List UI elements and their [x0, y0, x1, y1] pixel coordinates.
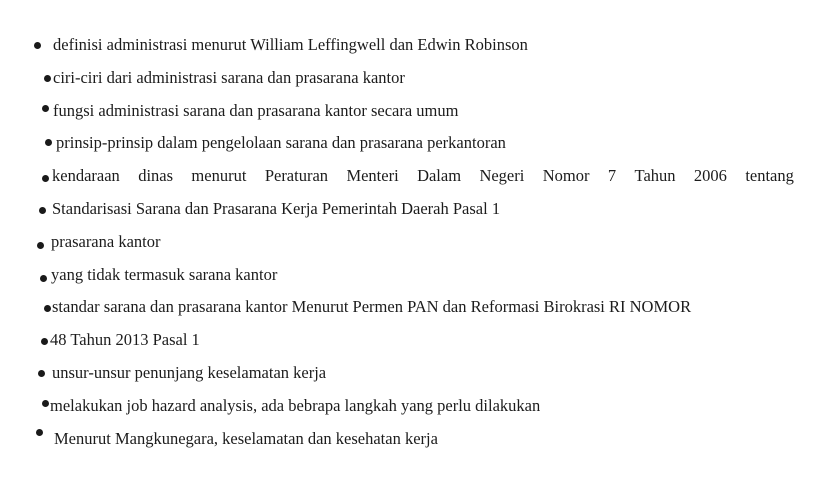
- list-item-text: Menurut Mangkunegara, keselamatan dan kesehatan kerja: [54, 428, 438, 448]
- word: Tahun: [634, 166, 676, 186]
- list-item-text: ciri-ciri dari administrasi sarana dan prasarana kantor: [53, 67, 405, 87]
- list-item-text: yang tidak termasuk sarana kantor: [51, 264, 278, 284]
- list-item-text: fungsi administrasi sarana dan prasarana kantor secara umum: [53, 100, 459, 120]
- bullet-icon: [42, 400, 49, 407]
- bullet-icon: [42, 105, 49, 112]
- word: Dalam: [417, 166, 462, 186]
- list-item: [34, 95, 794, 128]
- word: dinas: [138, 166, 174, 186]
- list-item: [34, 423, 794, 456]
- bullet-icon: [42, 175, 49, 182]
- bullet-icon: [34, 42, 41, 49]
- word: kendaraan: [52, 166, 120, 186]
- list-item-text: prasarana kantor: [51, 231, 161, 251]
- list-item-text: unsur-unsur penunjang keselamatan kerja: [52, 362, 327, 382]
- bullet-icon: [40, 275, 47, 282]
- list-item: [34, 193, 794, 226]
- list-item: [34, 291, 794, 324]
- list-item: [34, 226, 794, 259]
- list-item: [34, 29, 794, 62]
- word: Negeri: [479, 166, 525, 186]
- bullet-icon: [44, 75, 51, 82]
- list-item: [34, 127, 794, 160]
- list-item: [34, 259, 794, 292]
- word: Peraturan: [264, 166, 329, 186]
- list-item-text: prinsip-prinsip dalam pengelolaan sarana dan prasarana perkantoran: [56, 133, 506, 153]
- bullet-icon: [38, 370, 45, 377]
- bullet-icon: [45, 139, 52, 146]
- list-item-text: [52, 160, 794, 193]
- bullet-icon: [41, 338, 48, 345]
- bullet-icon: [39, 207, 46, 214]
- word: menurut: [191, 166, 247, 186]
- list-item-text: Standarisasi Sarana dan Prasarana Kerja Pemerintah Daerah Pasal 1: [52, 198, 501, 218]
- bullet-icon: [36, 429, 43, 436]
- list-item: [34, 160, 794, 193]
- word: 7: [607, 166, 617, 186]
- word: tentang: [745, 166, 794, 186]
- list-item-text: standar sarana dan prasarana kantor Menurut Permen PAN dan Reformasi Birokrasi RI NOMOR: [52, 297, 692, 317]
- list-item-text: melakukan job hazard analysis, ada bebrapa langkah yang perlu dilakukan: [50, 395, 541, 415]
- word: Menteri: [346, 166, 399, 186]
- list-item: [34, 324, 794, 357]
- word: Nomor: [542, 166, 590, 186]
- list-item: [34, 390, 794, 423]
- list-item-text: 48 Tahun 2013 Pasal 1: [50, 330, 200, 350]
- list-item: [34, 62, 794, 95]
- bullet-icon: [44, 305, 51, 312]
- list-item: [34, 357, 794, 390]
- bullet-icon: [37, 242, 44, 249]
- topic-list: [34, 29, 794, 455]
- list-item-text: definisi administrasi menurut William Leffingwell dan Edwin Robinson: [53, 35, 528, 54]
- word: 2006: [693, 166, 727, 186]
